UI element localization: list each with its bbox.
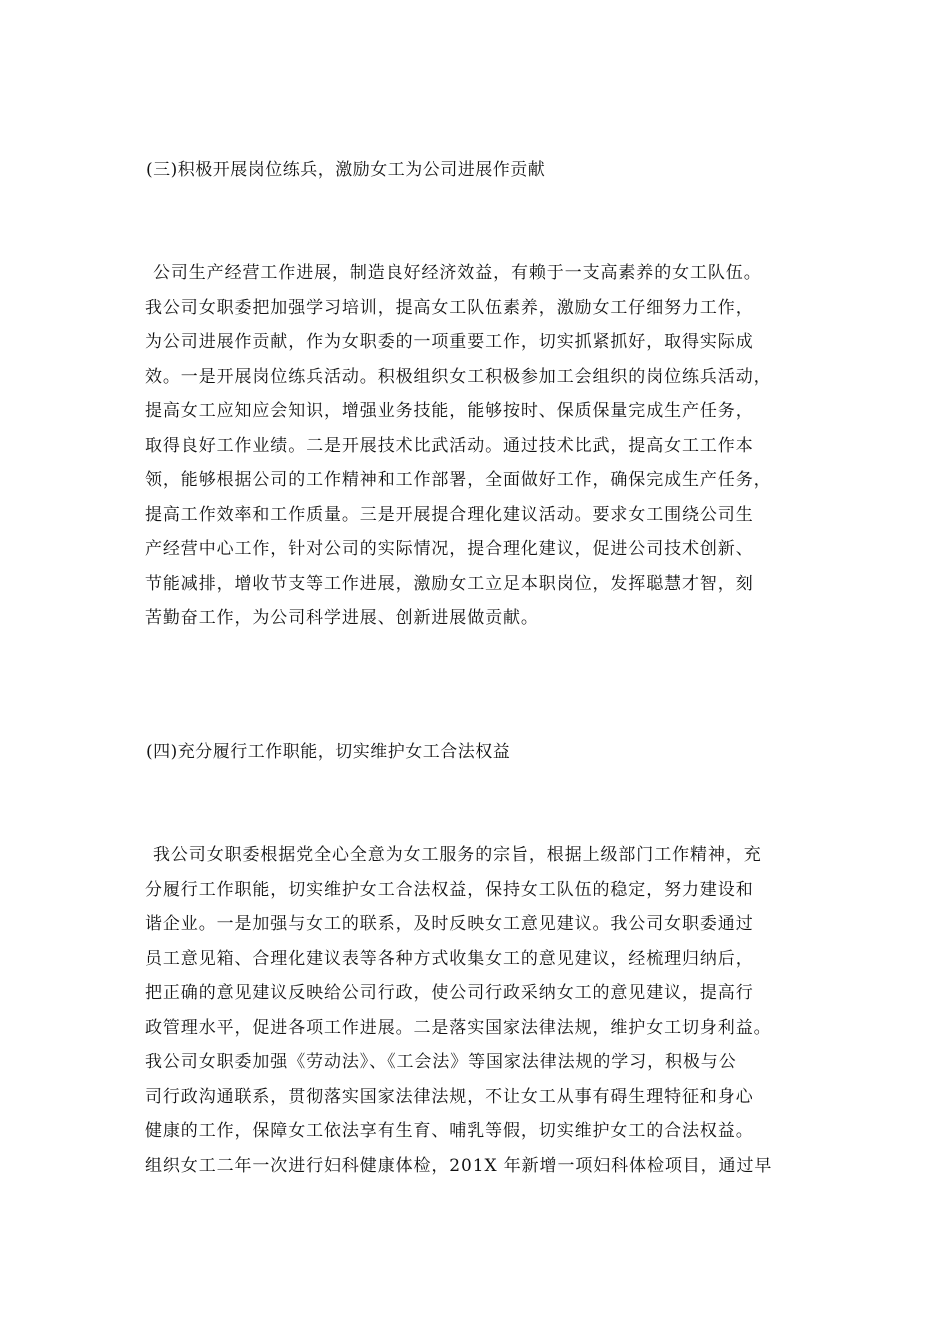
section-3-heading: (三)积极开展岗位练兵，激励女工为公司进展作贡献 [146, 160, 546, 180]
paragraph-line: 司行政沟通联系，贯彻落实国家法律法规，不让女工从事有碍生理特征和身心 [145, 1086, 754, 1107]
paragraph-line: 我公司女职委根据党全心全意为女工服务的宗旨，根据上级部门工作精神，充 [153, 845, 762, 865]
paragraph-line: 我公司女职委把加强学习培训，提高女工队伍素养，激励女工仔细努力工作， [145, 297, 754, 318]
paragraph-line: 节能减排，增收节支等工作进展，激励女工立足本职岗位，发挥聪慧才智，刻 [145, 573, 754, 594]
section-4-heading: (四)充分履行工作职能，切实维护女工合法权益 [146, 742, 511, 762]
paragraph-line: 谐企业。一是加强与女工的联系，及时反映女工意见建议。我公司女职委通过 [145, 914, 754, 934]
paragraph-line: 提高女工应知应会知识，增强业务技能，能够按时、保质保量完成生产任务， [145, 401, 754, 421]
paragraph-line: 取得良好工作业绩。二是开展技术比武活动。通过技术比武，提高女工工作本 [145, 435, 754, 456]
paragraph-line: 分履行工作职能，切实维护女工合法权益，保持女工队伍的稳定，努力建设和 [145, 879, 754, 900]
paragraph-line: 苦勤奋工作，为公司科学进展、创新进展做贡献。 [145, 608, 539, 628]
paragraph-line: 公司生产经营工作进展，制造良好经济效益，有赖于一支高素养的女工队伍。 [153, 263, 762, 283]
section-3-paragraph [145, 256, 815, 636]
paragraph-line: 员工意见箱、合理化建议表等各种方式收集女工的意见建议，经梳理归纳后， [145, 948, 754, 969]
paragraph-line: 效。一是开展岗位练兵活动。积极组织女工积极参加工会组织的岗位练兵活动， [145, 366, 772, 387]
paragraph-line: 把正确的意见建议反映给公司行政，使公司行政采纳女工的意见建议，提高行 [145, 983, 754, 1003]
paragraph-line: 健康的工作，保障女工依法享有生育、哺乳等假，切实维护女工的合法权益。 [145, 1121, 754, 1141]
section-4-paragraph [145, 838, 815, 1183]
paragraph-line: 产经营中心工作，针对公司的实际情况，提合理化建议，促进公司技术创新、 [145, 539, 754, 559]
paragraph-line: 领，能够根据公司的工作精神和工作部署，全面做好工作，确保完成生产任务， [145, 470, 772, 490]
paragraph-line: 为公司进展作贡献，作为女职委的一项重要工作，切实抓紧抓好，取得实际成 [145, 332, 754, 352]
paragraph-line: 提高工作效率和工作质量。三是开展提合理化建议活动。要求女工围绕公司生 [145, 504, 754, 525]
paragraph-line: 政管理水平，促进各项工作进展。二是落实国家法律法规，维护女工切身利益。 [145, 1017, 772, 1038]
paragraph-line: 组织女工二年一次进行妇科健康体检，201X 年新增一项妇科体检项目，通过早 [145, 1155, 773, 1176]
paragraph-line: 我公司女职委加强《劳动法》、《工会法》等国家法律法规的学习，积极与公 [145, 1052, 737, 1072]
